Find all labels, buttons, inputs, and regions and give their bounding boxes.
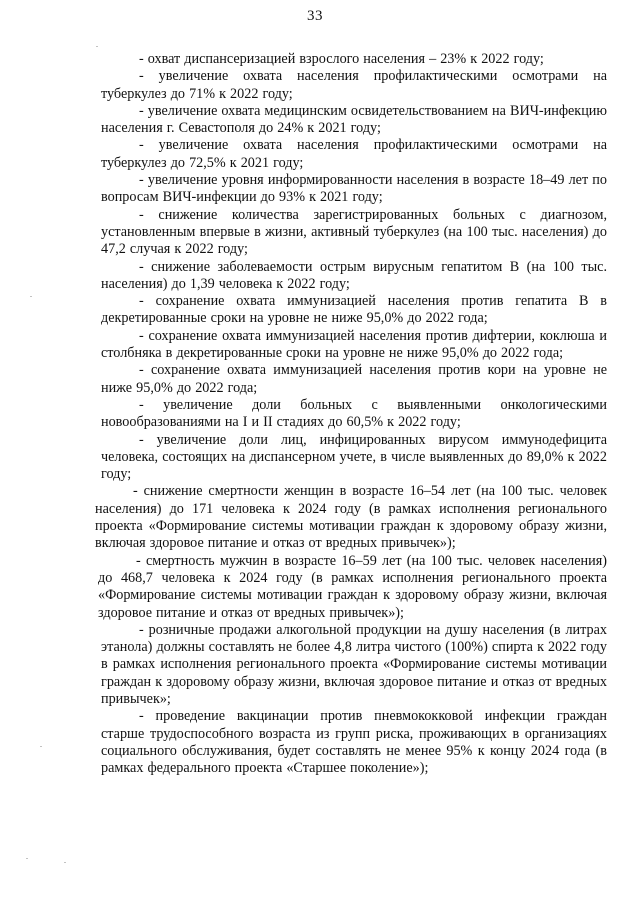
paragraph-hepatitis-b-immunization: - сохранение охвата иммунизацией населения против гепатита В в декретированные сроки на уровне не ниже 95,0% до 2022 года; <box>101 293 607 327</box>
paragraph-tb-cases: - снижение количества зарегистрированных больных с диагнозом, установленным впервые в жизни, активный туберкулез (на 100 тыс. населения) до 47,2 случая к 2022 году; <box>101 206 607 258</box>
paragraph-male-mortality: - смертность мужчин в возрасте 16–59 лет (на 100 тыс. человек населения) до 468,7 человека к 2024 году (в рамках исполнения регионального проекта «Формирование системы мотивации граждан к здоровому образу жизни, включая здоровое питание и отказ от вредных привычек»); <box>98 552 607 621</box>
paragraph-tb-screening-2022: - увеличение охвата населения профилактическими осмотрами на туберкулез до 71% к 2022 году; <box>101 68 607 102</box>
paragraph-hiv-dispensary: - увеличение доли лиц, инфицированных вирусом иммунодефицита человека, состоящих на диспансерном учете, в числе выявленных до 89,0% к 2022 году; <box>101 431 607 483</box>
paragraph-oncology: - увеличение доли больных с выявленными онкологическими новообразованиями на I и II стадиях до 60,5% к 2022 году; <box>101 396 607 431</box>
paragraph-hiv-testing: - увеличение охвата медицинским освидетельствованием на ВИЧ-инфекцию населения г. Севастополя до 24% к 2021 году; <box>101 102 607 137</box>
paragraph-dtp-immunization: - сохранение охвата иммунизацией населения против дифтерии, коклюша и столбняка в декретированные сроки на уровне не ниже 95,0% до 2022 года; <box>101 327 607 362</box>
scan-speck <box>30 296 32 297</box>
page-number: 33 <box>307 8 323 24</box>
paragraph-tb-screening-2021: - увеличение охвата населения профилактическими осмотрами на туберкулез до 72,5% к 2021 году; <box>101 137 607 171</box>
scan-speck <box>26 858 28 859</box>
paragraph-measles-immunization: - сохранение охвата иммунизацией населения против кори на уровне не ниже 95,0% до 2022 года; <box>101 362 607 396</box>
paragraph-female-mortality: - снижение смертности женщин в возрасте 16–54 лет (на 100 тыс. человек населения) до 171 человека к 2024 году (в рамках исполнения регионального проекта «Формирование системы мотивации граждан к здоровому образу жизни, включая здоровое питание и отказ от вредных привычек»); <box>95 483 607 552</box>
paragraph-pneumococcal-vaccination: - проведение вакцинации против пневмококковой инфекции граждан старше трудоспособного возраста из групп риска, проживающих в организациях социального обслуживания, будет составлять не менее 95% к концу 2024 года (в рамках федерального проекта «Старшее поколение»); <box>101 708 607 777</box>
paragraph-dispensary: - охват диспансеризацией взрослого населения – 23% к 2022 году; <box>139 51 544 67</box>
paragraph-hepatitis-b-incidence: - снижение заболеваемости острым вирусным гепатитом В (на 100 тыс. населения) до 1,39 человека к 2022 году; <box>101 258 607 292</box>
scan-speck <box>64 862 66 863</box>
scan-speck <box>96 46 98 47</box>
paragraph-alcohol-sales: - розничные продажи алкогольной продукции на душу населения (в литрах этанола) должны составлять не более 4,8 литра чистого (100%) спирта к 2022 году в рамках исполнения регионального проекта «Формирование системы мотивации граждан к здоровому образу жизни, включая здоровое питание и отказ от вредных привычек»; <box>101 621 607 707</box>
paragraph-hiv-awareness: - увеличение уровня информированности населения в возрасте 18–49 лет по вопросам ВИЧ-инфекции до 93% к 2021 году; <box>101 172 607 206</box>
scan-speck <box>40 746 42 747</box>
document-body <box>95 51 607 777</box>
